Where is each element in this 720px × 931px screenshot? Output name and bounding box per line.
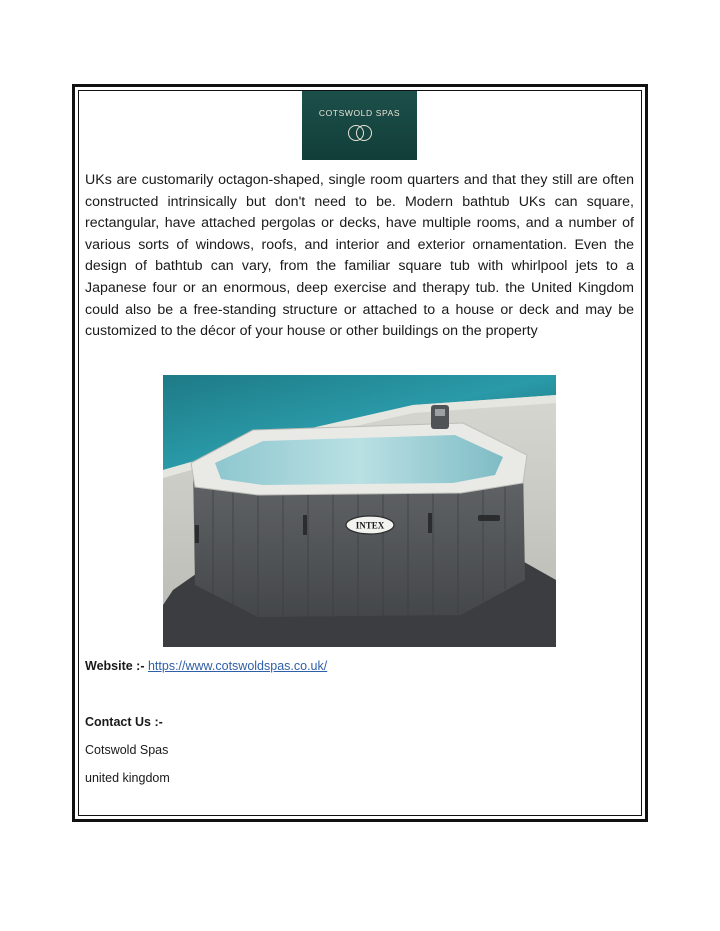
contact-country: united kingdom bbox=[85, 771, 170, 785]
hot-tub-photo bbox=[163, 375, 556, 647]
contact-heading: Contact Us :- bbox=[85, 715, 163, 729]
hot-tub-illustration bbox=[163, 375, 556, 647]
brand-badge-text: INTEX bbox=[355, 520, 385, 531]
website-label: Website :- bbox=[85, 659, 145, 673]
contact-company-name: Cotswold Spas bbox=[85, 743, 169, 757]
company-logo bbox=[302, 91, 417, 160]
website-line bbox=[85, 659, 327, 673]
interlocking-rings-icon bbox=[345, 124, 375, 142]
description-paragraph: UKs are customarily octagon-shaped, single room quarters and that they still are often constructed intrinsically but don't need to be. Modern bathtub UKs can square, rectangular, have attached pergolas or decks, have multiple rooms, and a number of various sorts of windows, roofs, and interior and exterior ornamentation. Even the design of bathtub can vary, from the familiar square tub with whirlpool jets to a Japanese four or an enormous, deep exercise and therapy tub. the United Kingdom could also be a free-standing structure or attached to a house or deck and may be customized to the décor of your house or other buildings on the property bbox=[85, 172, 634, 340]
logo-text: COTSWOLD SPAS bbox=[318, 108, 401, 118]
website-link[interactable]: https://www.cotswoldspas.co.uk/ bbox=[147, 659, 328, 673]
